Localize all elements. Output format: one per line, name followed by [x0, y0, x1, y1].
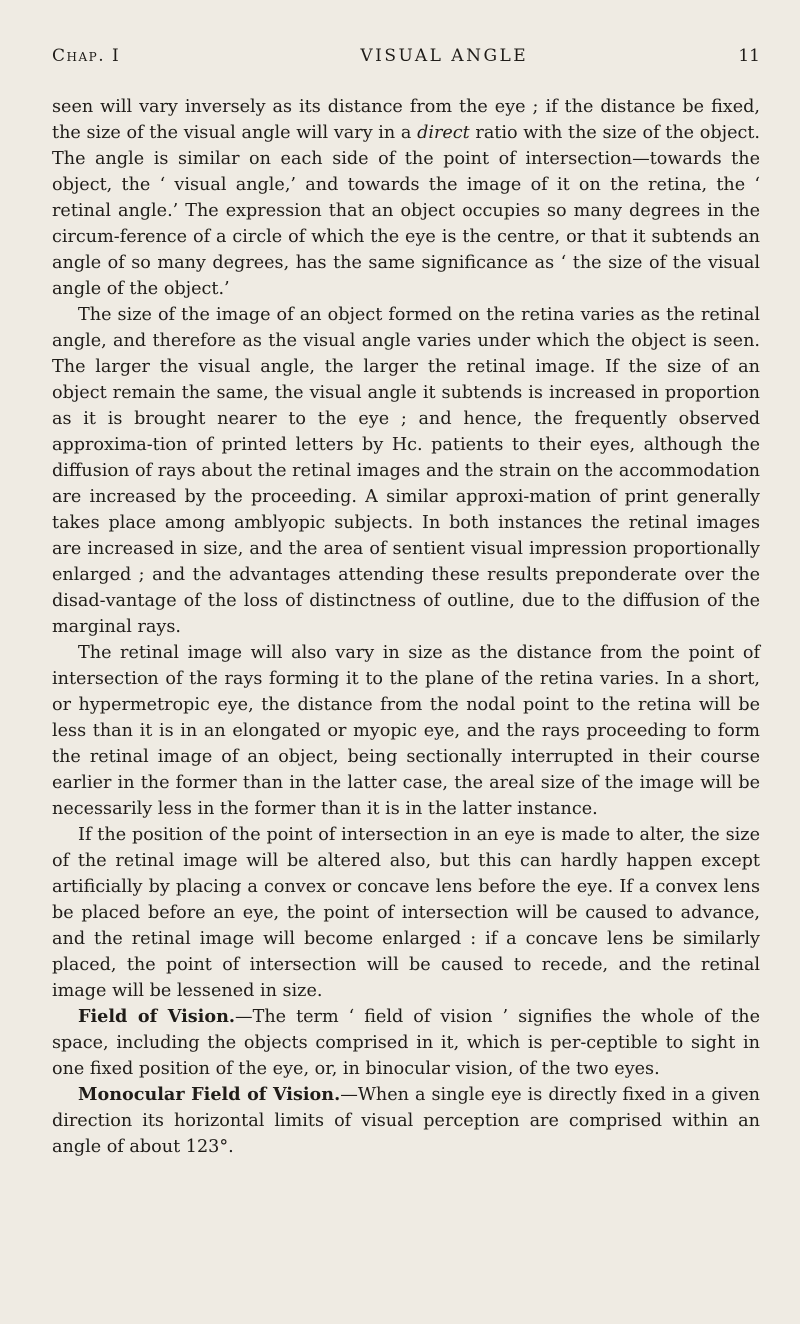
section-run-head: Monocular Field of Vision. — [78, 1084, 341, 1105]
paragraph — [52, 1082, 760, 1160]
text-run: The size of the image of an object formed on the retina varies as the retinal angle, and therefore as the visual angle varies under which the object is seen. The larger the visual angle, the larger the retinal image. If the size of an object remain the same, the visual angle it subtends is increased in proportion as it is brought nearer to the eye ; and hence, the frequently observed approxima-tion of printed letters by Hc. patients to their eyes, although the diffusion of rays about the retinal images and the strain on the accommodation are increased by the proceeding. A similar approxi-mation of print generally takes place among amblyopic subjects. In both instances the retinal images are increased in size, and the area of sentient visual impression proportionally enlarged ; and the advantages attending these results preponderate over the disad-vantage of the loss of distinctness of outline, due to the diffusion of the marginal rays. — [52, 305, 760, 637]
body-text — [52, 94, 760, 1160]
running-head — [52, 46, 760, 70]
text-run: If the position of the point of intersection in an eye is made to alter, the size of the retinal image will be altered also, but this can hardly happen except artificially by placing a convex or concave lens before the eye. If a convex lens be placed before an eye, the point of intersection will be caused to advance, and the retinal image will become enlarged : if a concave lens be similarly placed, the point of intersection will be caused to recede, and the retinal image will be lessened in size. — [52, 825, 760, 1001]
paragraph — [52, 640, 760, 822]
paragraph — [52, 822, 760, 1004]
italic-text: direct — [417, 123, 470, 143]
text-run: —The term ‘ field of vision ’ signifies the whole of the space, including the objects comprised in it, which is per-ceptible to sight in one fixed position of the eye, or, in binocular vision, of the two eyes. — [52, 1007, 760, 1079]
chapter-label: Chap. I — [52, 46, 121, 66]
page-number: 11 — [738, 46, 760, 66]
text-run: —When a single eye is directly fixed in a given direction its horizontal limits of visual perception are comprised within an angle of about 123°. — [52, 1085, 760, 1157]
text-run: The retinal image will also vary in size as the distance from the point of intersection of the rays forming it to the plane of the retina varies. In a short, or hypermetropic eye, the distance from the nodal point to the retina will be less than it is in an elongated or myopic eye, and the rays proceeding to form the retinal image of an object, being sectionally interrupted in their course earlier in the former than in the latter case, the areal size of the image will be necessarily less in the former than it is in the latter instance. — [52, 643, 760, 819]
running-title: VISUAL ANGLE — [360, 46, 529, 66]
paragraph — [52, 94, 760, 302]
text-run: ratio with the size of the object. The angle is similar on each side of the point of intersection—towards the object, the ‘ visual angle,’ and towards the image of it on the retina, the ‘ retinal angle.’ The expression that an object occupies so many degrees in the circum-ference of a circle of which the eye is the centre, or that it subtends an angle of so many degrees, has the same significance as ‘ the size of the visual angle of the object.’ — [52, 123, 760, 299]
paragraph — [52, 302, 760, 640]
text-run: seen will vary inversely as its distance from the eye ; if the distance be fixed, the size of the visual angle will vary in a — [52, 97, 760, 143]
paragraph — [52, 1004, 760, 1082]
section-run-head: Field of Vision. — [78, 1006, 235, 1027]
